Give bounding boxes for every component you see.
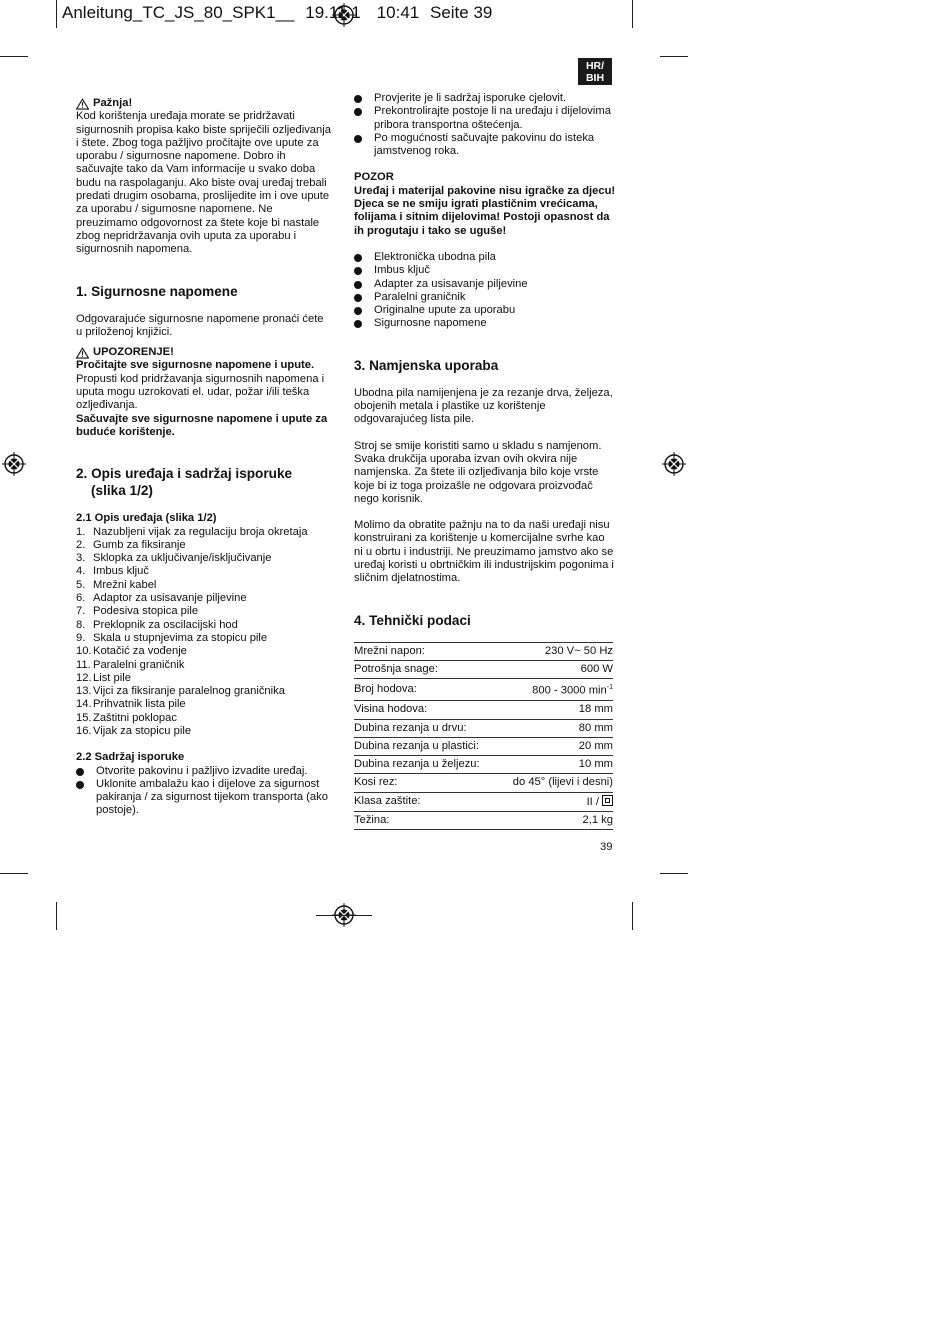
bullet-icon <box>354 304 374 317</box>
table-row <box>354 812 613 830</box>
pozor-heading: POZOR <box>354 171 394 184</box>
crop-mark <box>0 56 28 57</box>
spec-label: Visina hodova: <box>354 701 498 719</box>
warning-bold-1: Pročitajte sve sigurnosne napomene i upute. <box>76 359 315 372</box>
bullet-icon <box>76 778 96 818</box>
list-item-label: Prekontrolirajte postoje li na uređaju i dijelovima pribora transportna oštećenja. <box>374 105 611 131</box>
table-row <box>354 660 613 678</box>
protection-class-icon <box>602 795 613 806</box>
print-slug <box>62 3 492 23</box>
warning-triangle-icon <box>76 98 89 110</box>
table-row <box>354 737 613 755</box>
section3-paragraph-2: Stroj se smije koristiti samo u skladu s namjenom. Svaka drukčija uporaba izvan ovih okvira nije namjenska. Za štete ili ozljeđivanja bilo koje vrste koje bi iz toga proizašle ne odgovara proizvođač nego korisnik. <box>354 439 602 505</box>
list-item-number: 2. <box>76 538 86 551</box>
bullet-icon <box>354 92 374 105</box>
spec-value <box>498 737 613 755</box>
list-item-number: 1. <box>76 525 86 538</box>
list-item-number: 11. <box>76 658 91 671</box>
spec-value-text: 2,1 kg <box>582 814 613 827</box>
section3-paragraph-3: Molimo da obratite pažnju na to da naši uređaji nisu konstruirani za korištenje u komercijalne svrhe kao ni u obrtu i industriji. Ne preuzimamo jamstvo ako se uređaj koristi u obrtničkim ili industrijskim pogonima i sličnim djelatnostima. <box>354 519 614 585</box>
list-item <box>76 698 332 711</box>
spec-label: Težina: <box>354 812 498 830</box>
list-item <box>76 712 332 725</box>
list-item <box>354 264 616 277</box>
list-item-number: 12. <box>76 671 92 684</box>
list-item <box>76 526 332 539</box>
list-item-label: Provjerite je li sadržaj isporuke cjelovit. <box>374 92 567 104</box>
bullet-icon <box>354 105 374 132</box>
list-item-label: Prihvatnik lista pile <box>93 698 186 711</box>
slug-file-name: Anleitung_TC_JS_80_SPK1__ <box>62 3 295 22</box>
list-item <box>76 565 332 578</box>
parts-list <box>76 526 332 739</box>
registration-mark-icon <box>2 452 26 476</box>
list-item <box>354 317 616 330</box>
list-item-label: Po mogućnosti sačuvajte pakovinu do isteka jamstvenog roka. <box>374 131 595 158</box>
list-item-number: 5. <box>76 578 86 591</box>
list-item-number: 10. <box>76 645 92 658</box>
list-item <box>76 778 332 818</box>
list-item <box>76 725 332 738</box>
list-item-label: Adaptor za usisavanje piljevine <box>93 592 247 605</box>
language-badge-line1: HR/ <box>585 60 605 72</box>
crop-mark <box>632 0 633 28</box>
language-badge <box>578 58 612 85</box>
list-item-label: Vijak za stopicu pile <box>93 724 192 737</box>
registration-mark-icon <box>662 452 686 476</box>
spec-value <box>498 660 613 678</box>
spec-label: Dubina rezanja u drvu: <box>354 719 498 737</box>
list-item-label: Vijci za fiksiranje paralelnog graničnika <box>93 685 285 698</box>
section4-heading: 4. Tehnički podaci <box>354 612 471 628</box>
list-item <box>76 605 332 618</box>
list-item-label: Imbus ključ <box>93 565 149 578</box>
section2-heading: 2. Opis uređaja i sadržaj isporuke (slika 1/2) <box>76 466 293 499</box>
spec-label: Potrošnja snage: <box>354 660 498 678</box>
crop-mark <box>632 902 633 930</box>
list-item <box>76 579 332 592</box>
list-item-label: Imbus ključ <box>374 264 430 277</box>
slug-time: 10:41 <box>376 3 420 22</box>
bullet-icon <box>354 278 374 291</box>
crop-mark <box>56 902 57 930</box>
crop-mark <box>0 873 28 874</box>
bullet-icon <box>76 765 96 778</box>
crop-mark <box>316 915 372 916</box>
warning-heading: UPOZORENJE! <box>76 346 332 359</box>
page-number: 39 <box>600 841 613 853</box>
list-item <box>76 659 332 672</box>
list-item-label: Elektronička ubodna pila <box>374 250 496 263</box>
list-item <box>76 685 332 698</box>
list-item <box>354 132 616 159</box>
bullet-icon <box>354 251 374 264</box>
slug-page: Seite 39 <box>429 3 493 22</box>
warning-triangle-icon <box>76 347 89 359</box>
list-item <box>76 552 332 565</box>
list-item-label: List pile <box>93 671 131 684</box>
delivery-bullet-list <box>76 765 332 818</box>
list-item-number: 7. <box>76 605 86 618</box>
right-column <box>354 92 616 830</box>
crop-mark <box>56 0 57 28</box>
list-item-label: Gumb za fiksiranje <box>93 538 186 551</box>
list-item-label: Sigurnosne napomene <box>374 317 487 330</box>
subsection-21-heading: 2.1 Opis uređaja (slika 1/2) <box>76 512 217 525</box>
section1-heading: 1. Sigurnosne napomene <box>76 283 238 299</box>
warning-bold-2: Sačuvajte sve sigurnosne napomene i upute za buduće korištenje. <box>76 412 328 438</box>
spec-label: Mrežni napon: <box>354 642 498 660</box>
contents-bullet-list <box>354 251 616 331</box>
list-item <box>354 92 616 105</box>
list-item-number: 8. <box>76 618 86 631</box>
list-item-number: 13. <box>76 685 92 698</box>
list-item-label: Originalne upute za uporabu <box>374 304 516 317</box>
spec-value-text: 600 W <box>580 662 613 675</box>
subsection-22-heading: 2.2 Sadržaj isporuke <box>76 751 185 764</box>
list-item <box>76 765 332 778</box>
list-item-label: Otvorite pakovinu i pažljivo izvadite uređaj. <box>96 764 308 777</box>
spec-value-text: do 45° (lijevi i desni) <box>512 776 613 789</box>
slug-date: 19.11.1 <box>305 3 361 22</box>
list-item-number: 4. <box>76 565 86 578</box>
list-item-label: Nazubljeni vijak za regulaciju broja okretaja <box>93 525 308 538</box>
list-item-label: Podesiva stopica pile <box>93 605 199 618</box>
list-item-label: Skala u stupnjevima za stopicu pile <box>93 631 268 644</box>
bullet-icon <box>354 264 374 277</box>
list-item <box>354 105 616 132</box>
list-item <box>354 278 616 291</box>
table-row <box>354 719 613 737</box>
spec-value <box>498 701 613 719</box>
list-item-number: 15. <box>76 711 92 724</box>
list-item-label: Uklonite ambalažu kao i dijelove za sigurnost pakiranja / za sigurnost tijekom transporta (ako postoje). <box>96 777 328 817</box>
table-row <box>354 679 613 701</box>
list-item-number: 3. <box>76 552 86 565</box>
list-item-number: 16. <box>76 724 92 737</box>
list-item-label: Sklopka za uključivanje/isključivanje <box>93 552 272 565</box>
list-item-label: Kotačić za vođenje <box>93 645 187 658</box>
spec-label: Dubina rezanja u željezu: <box>354 756 498 774</box>
list-item-label: Mrežni kabel <box>93 578 157 591</box>
list-item <box>76 539 332 552</box>
list-item <box>354 251 616 264</box>
list-item <box>76 632 332 645</box>
spec-value-text: 20 mm <box>578 739 613 752</box>
list-item-number: 14. <box>76 698 92 711</box>
spec-value-text: 230 V~ 50 Hz <box>544 644 613 657</box>
spec-label: Dubina rezanja u plastici: <box>354 737 498 755</box>
bullet-icon <box>354 132 374 159</box>
list-item-number: 9. <box>76 631 86 644</box>
pozor-text: Uređaj i materijal pakovine nisu igračke za djecu! Djeca se ne smiju igrati plastičnim vrećicama, folijama i sitnim dijelovima! Postoji opasnost da ih progutaju i tako se uguše! <box>354 184 616 237</box>
spec-label: Kosi rez: <box>354 774 498 792</box>
list-item-label: Preklopnik za oscilacijski hod <box>93 618 238 631</box>
spec-value <box>498 719 613 737</box>
spec-value-unit-exponent: -1 <box>606 684 613 692</box>
language-badge-line2: BIH <box>585 72 605 84</box>
spec-value <box>498 812 613 830</box>
spec-value-text: II / <box>586 795 599 808</box>
spec-value-text: 18 mm <box>578 703 613 716</box>
spec-value <box>498 642 613 660</box>
list-item <box>354 291 616 304</box>
check-bullet-list <box>354 92 616 158</box>
attention-text: Kod korištenja uređaja morate se pridržavati sigurnosnih propisa kako biste spriječili ozljeđivanja i štete. Zbog toga pažljivo pročitajte ove upute za uporabu / sigurnosne napomene. Dobro ih sačuvajte tako da Vam informacije u svako doba budu na raspolaganju. Ako biste ovaj uređaj trebali predati drugim osobama, proslijedite im i ove upute za uporabu / sigurnosne napomene. Ne preuzimamo odgovornost za štete koje bi nastale zbog nepridržavanja ovih uputa za uporabu i sigurnosnih napomena. <box>76 110 331 256</box>
table-row <box>354 774 613 792</box>
spec-value <box>498 774 613 792</box>
list-item-label: Paralelni graničnik <box>374 290 466 303</box>
spec-value <box>498 756 613 774</box>
section3-heading: 3. Namjenska uporaba <box>354 357 499 373</box>
crop-mark <box>660 873 688 874</box>
crop-mark <box>660 56 688 57</box>
section1-text: Odgovarajuće sigurnosne napomene pronaći ćete u priloženoj knjižici. <box>76 312 324 338</box>
bullet-icon <box>354 317 374 330</box>
spec-label: Broj hodova: <box>354 679 498 701</box>
list-item-label: Paralelni graničnik <box>93 658 185 671</box>
table-row <box>354 792 613 811</box>
list-item <box>76 592 332 605</box>
list-item <box>76 619 332 632</box>
bullet-icon <box>354 291 374 304</box>
list-item-number: 6. <box>76 592 86 605</box>
list-item-label: Zaštitni poklopac <box>93 711 177 724</box>
list-item <box>76 672 332 685</box>
spec-value-text: 80 mm <box>578 721 613 734</box>
list-item <box>76 645 332 658</box>
left-column <box>76 97 332 818</box>
table-row <box>354 701 613 719</box>
warning-text: Propusti kod pridržavanja sigurnosnih napomena i uputa mogu uzrokovati el. udar, požar i/ili teška ozljeđivanja. <box>76 372 325 412</box>
spec-table <box>354 642 613 831</box>
spec-value <box>498 679 613 701</box>
spec-value-text: 10 mm <box>578 758 613 771</box>
spec-value <box>498 792 613 811</box>
list-item <box>354 304 616 317</box>
table-row <box>354 642 613 660</box>
list-item-label: Adapter za usisavanje piljevine <box>374 277 528 290</box>
attention-heading: Pažnja! <box>76 97 332 110</box>
spec-value-text: 800 - 3000 min <box>532 684 607 697</box>
table-row <box>354 756 613 774</box>
section3-paragraph-1: Ubodna pila namijenjena je za rezanje drva, željeza, obojenih metala i plastike uz korištenje odgovarajućeg lista pile. <box>354 386 613 426</box>
spec-label: Klasa zaštite: <box>354 792 498 811</box>
